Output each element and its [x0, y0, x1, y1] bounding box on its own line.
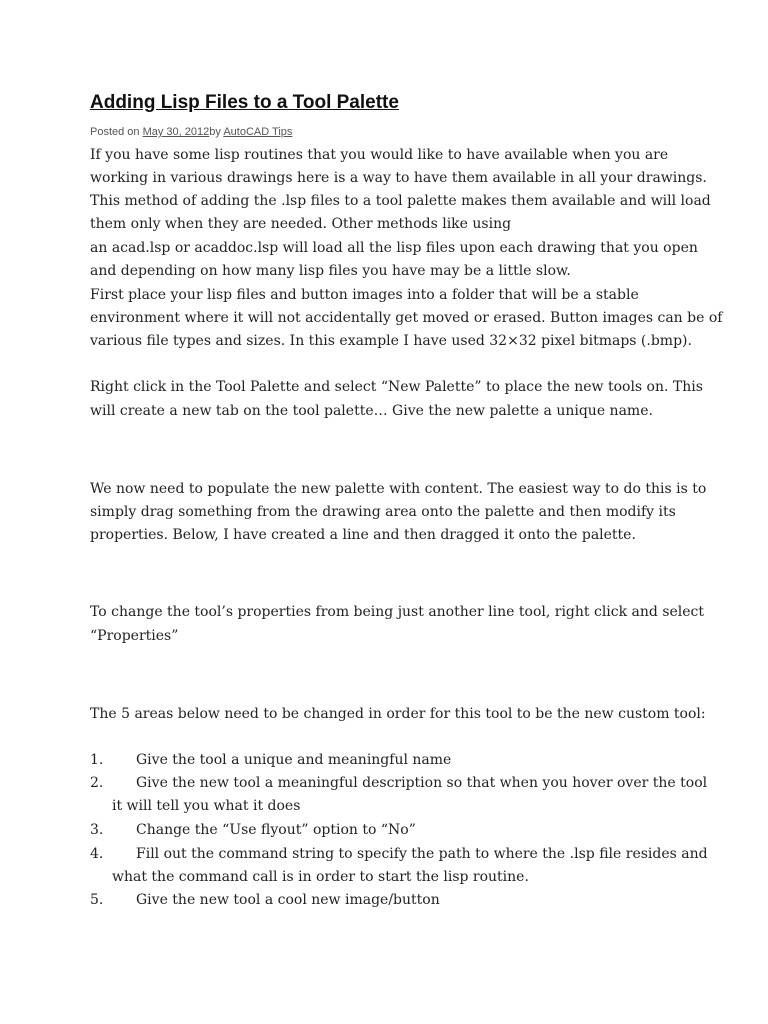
- body-line: The 5 areas below need to be changed in order for this tool to be the new custom tool:: [90, 706, 706, 722]
- posted-on-label: Posted on: [90, 126, 143, 138]
- body-line: Right click in the Tool Palette and select “New Palette” to place the new tools on. This: [90, 379, 703, 395]
- body-line: environment where it will not accidentally get moved or erased. Button images can be of: [90, 310, 723, 326]
- body-line: various file types and sizes. In this example I have used 32×32 pixel bitmaps (.bmp).: [90, 333, 692, 349]
- by-label: by: [209, 126, 224, 138]
- list-item: Give the new tool a cool new image/button: [136, 892, 440, 908]
- list-item-continuation: it will tell you what it does: [112, 798, 301, 814]
- body-line: properties. Below, I have created a line and then dragged it onto the palette.: [90, 527, 636, 543]
- list-number: 3.: [90, 822, 104, 838]
- list-number: 2.: [90, 775, 104, 791]
- body-line: simply drag something from the drawing area onto the palette and then modify its: [90, 504, 676, 520]
- list-number: 5.: [90, 892, 104, 908]
- body-line: This method of adding the .lsp files to a tool palette makes them available and will load: [90, 193, 711, 209]
- list-number: 4.: [90, 846, 104, 862]
- body-line: and depending on how many lisp files you have may be a little slow.: [90, 263, 571, 279]
- body-line: working in various drawings here is a way to have them available in all your drawings.: [90, 170, 707, 186]
- post-date-link[interactable]: May 30, 2012: [142, 126, 210, 138]
- body-line: them only when they are needed. Other methods like using: [90, 216, 512, 232]
- post-meta: [90, 126, 292, 138]
- body-line: will create a new tab on the tool palette… Give the new palette a unique name.: [90, 403, 653, 419]
- body-line: First place your lisp files and button images into a folder that will be a stable: [90, 287, 639, 303]
- body-line: To change the tool’s properties from being just another line tool, right click and select: [90, 604, 705, 620]
- body-line: “Properties”: [90, 628, 179, 644]
- body-line: If you have some lisp routines that you would like to have available when you are: [90, 147, 669, 163]
- body-line: We now need to populate the new palette with content. The easiest way to do this is to: [90, 481, 707, 497]
- list-item: Give the new tool a meaningful description so that when you hover over the tool: [136, 775, 708, 791]
- author-link[interactable]: AutoCAD Tips: [223, 126, 293, 138]
- body-line: an acad.lsp or acaddoc.lsp will load all the lisp files upon each drawing that you open: [90, 240, 698, 256]
- list-item-continuation: what the command call is in order to start the lisp routine.: [112, 869, 529, 885]
- list-item: Fill out the command string to specify the path to where the .lsp file resides and: [136, 846, 708, 862]
- list-item: Give the tool a unique and meaningful name: [136, 752, 452, 768]
- list-number: 1.: [90, 752, 104, 768]
- list-item: Change the “Use flyout” option to “No”: [136, 822, 416, 838]
- article-title: Adding Lisp Files to a Tool Palette: [90, 92, 399, 113]
